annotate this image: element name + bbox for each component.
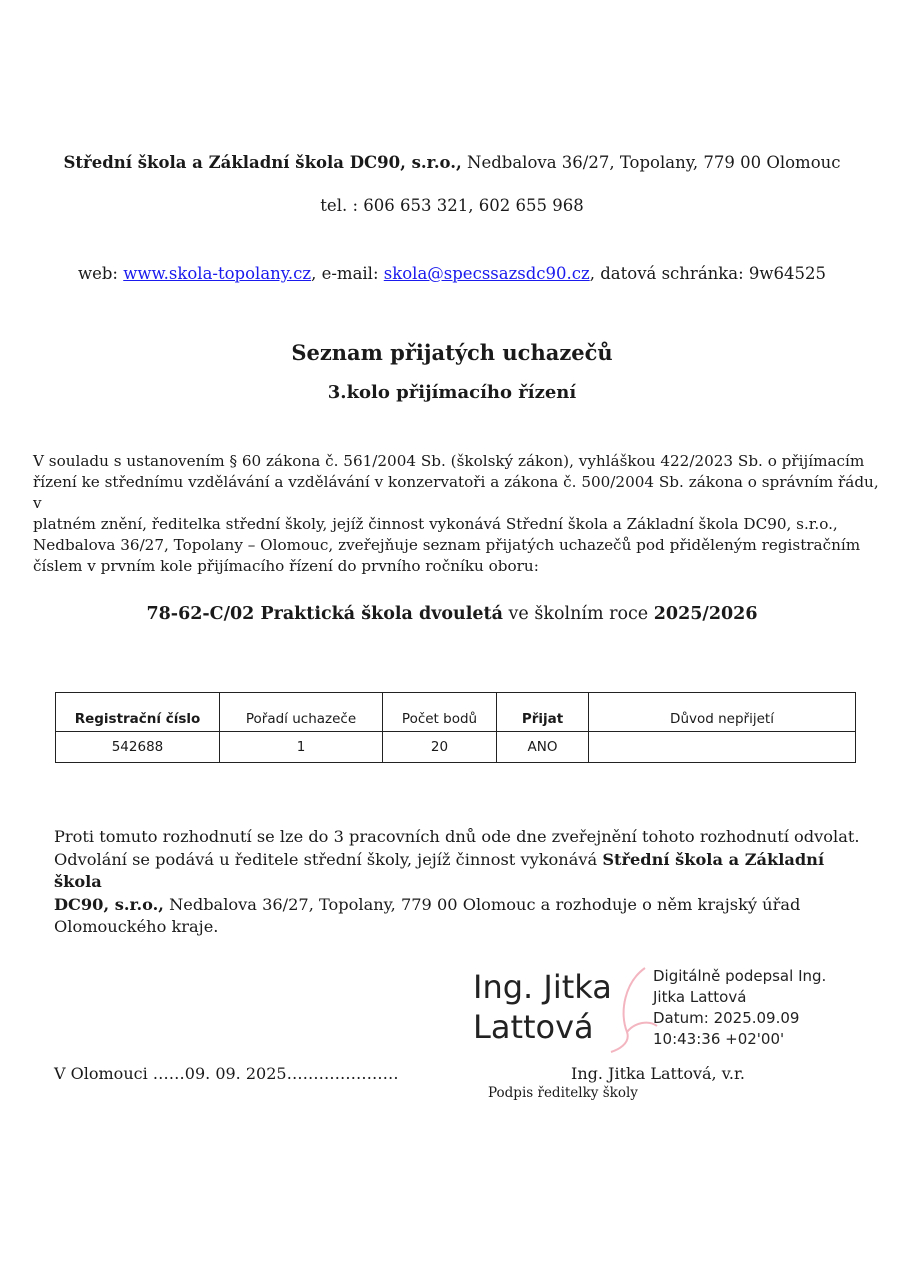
cell-applicant-rank: 1 <box>220 732 383 763</box>
school-header <box>0 153 904 172</box>
intro-paragraph <box>33 451 883 577</box>
col-rejection-reason: Důvod nepřijetí <box>589 693 856 732</box>
signature-info: Digitálně podepsal Ing. Jitka Lattová Datum: 2025.09.09 10:43:36 +02'00' <box>653 967 827 1048</box>
school-year: 2025/2026 <box>653 604 758 624</box>
page-subtitle: 3.kolo přijímacího řízení <box>327 382 577 403</box>
signature-caption: Podpis ředitelky školy <box>488 1085 638 1101</box>
school-address: Nedbalova 36/27, Topolany, 779 00 Olomouc <box>461 153 841 172</box>
results-table <box>55 692 856 763</box>
school-name: Střední škola a Základní škola DC90, s.r.o., <box>63 153 462 172</box>
intro-line: číslem v prvním kole přijímacího řízení do prvního ročníku oboru: <box>33 557 539 575</box>
school-contacts <box>0 264 904 283</box>
col-admitted: Přijat <box>497 693 589 732</box>
col-registration-number: Registrační číslo <box>56 693 220 732</box>
web-label: web: <box>77 264 124 283</box>
appeal-line: Odvolání se podává u ředitele střední školy, jejíž činnost vykonává Střední škola a Základní škola <box>54 849 825 891</box>
signature-name-graphic: Ing. Jitka Lattová <box>473 968 612 1046</box>
col-applicant-rank: Pořadí uchazeče <box>220 693 383 732</box>
web-link[interactable]: www.skola-topolany.cz <box>123 264 312 283</box>
cell-admitted: ANO <box>497 732 589 763</box>
databox-text: , datová schránka: 9w64525 <box>589 264 827 283</box>
col-points: Počet bodů <box>383 693 497 732</box>
program-mid: ve školním roce <box>502 604 654 624</box>
place-date: V Olomouci ……09. 09. 2025………………… <box>54 1064 399 1083</box>
table-header-row <box>56 693 856 732</box>
appeal-line: Olomouckého kraje. <box>54 917 219 936</box>
email-label: , e-mail: <box>311 264 384 283</box>
signer-name: Ing. Jitka Lattová, v.r. <box>571 1064 745 1083</box>
table-row <box>56 732 856 763</box>
page-title: Seznam přijatých uchazečů <box>291 340 613 365</box>
intro-line: Nedbalova 36/27, Topolany – Olomouc, zveřejňuje seznam přijatých uchazečů pod přiděleným registračním <box>33 536 861 554</box>
appeal-paragraph <box>54 826 874 939</box>
appeal-line: DC90, s.r.o., Nedbalova 36/27, Topolany, 779 00 Olomouc a rozhoduje o něm krajský úřad <box>54 894 801 914</box>
appeal-line: Proti tomuto rozhodnutí se lze do 3 pracovních dnů ode dne zveřejnění tohoto rozhodnutí odvolat. <box>54 827 860 846</box>
email-link[interactable]: skola@specssazsdc90.cz <box>383 264 590 283</box>
cell-registration-number: 542688 <box>56 732 220 763</box>
intro-line: V souladu s ustanovením § 60 zákona č. 561/2004 Sb. (školský zákon), vyhláškou 422/2023 Sb. o přijímacím <box>33 452 865 470</box>
school-phone: tel. : 606 653 321, 602 655 968 <box>320 196 584 215</box>
cell-rejection-reason <box>589 732 856 763</box>
program-line <box>0 604 904 624</box>
intro-line: platném znění, ředitelka střední školy, jejíž činnost vykonává Střední škola a Základní škola DC90, s.r.o., <box>33 515 838 533</box>
program-code-name: 78-62-C/02 Praktická škola dvouletá <box>146 604 503 624</box>
intro-line: řízení ke střednímu vzdělávání a vzdělávání v konzervatoři a zákona č. 500/2004 Sb. zákona o správním řádu, v <box>33 473 879 512</box>
cell-points: 20 <box>383 732 497 763</box>
